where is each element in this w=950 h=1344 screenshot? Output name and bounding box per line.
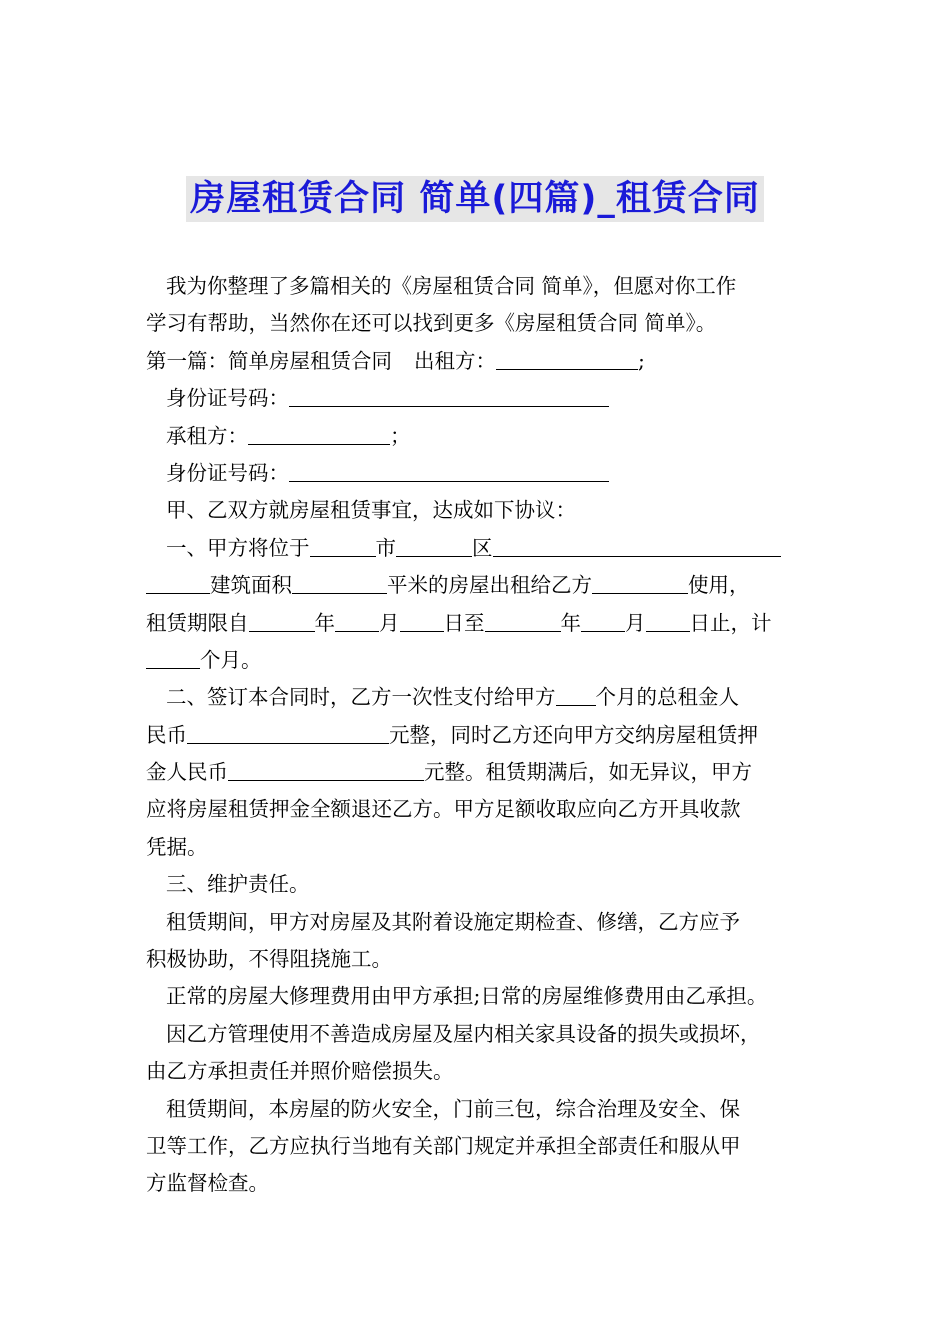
clause2-p3a: 金人民币	[146, 760, 228, 785]
clause3-b-line-1: 正常的房屋大修理费用由甲方承担;日常的房屋维修费用由乙承担。	[166, 984, 768, 1009]
lessor-semicolon: ;	[638, 348, 645, 373]
lessor-id-line	[146, 380, 810, 417]
clause2-p1: 二、签订本合同时，乙方一次性支付给甲方	[166, 685, 556, 710]
clause2-line-1	[146, 679, 810, 716]
clause1-term: 租赁期限自	[146, 610, 249, 635]
lessee-id-blank	[289, 457, 609, 482]
clause1-prefix: 一、甲方将位于	[166, 535, 310, 560]
lessor-blank	[496, 345, 638, 370]
month2-blank	[581, 607, 625, 632]
clause3-d-line-1: 租赁期间，本房屋的防火安全，门前三包，综合治理及安全、保	[166, 1096, 740, 1121]
clause3-a-line-1: 租赁期间，甲方对房屋及其附着设施定期检查、修缮，乙方应予	[166, 909, 740, 934]
clause3-d-line-2: 卫等工作，乙方应执行当地有关部门规定并承担全部责任和服从甲	[146, 1133, 741, 1158]
clause3-a-line-2: 积极协助，不得阻挠施工。	[146, 947, 392, 972]
clause2-line-3	[146, 754, 810, 791]
intro-line-2: 学习有帮助，当然你在还可以找到更多《房屋租赁合同 简单》。	[146, 311, 717, 336]
address-blank	[493, 532, 781, 557]
lessee-line	[146, 418, 810, 455]
lessor-label: 出租方：	[414, 348, 496, 373]
clause3-c-line-1: 因乙方管理使用不善造成房屋及屋内相关家具设备的损失或损坏，	[166, 1021, 761, 1046]
document-title: 房屋租赁合同 简单(四篇)_租赁合同	[186, 176, 764, 222]
clause1-line-2	[146, 567, 810, 604]
clause1-months: 个月。	[200, 647, 262, 672]
section1-heading: 第一篇：简单房屋租赁合同	[146, 348, 392, 373]
section1-heading-line	[146, 343, 810, 380]
lessee-id-line	[146, 455, 810, 492]
clause1-district: 区	[472, 535, 493, 560]
clause1-city: 市	[375, 535, 396, 560]
rent-amount-blank	[187, 719, 389, 744]
clause1-line-4	[146, 642, 810, 679]
use-blank	[592, 569, 688, 594]
year2-blank	[485, 607, 561, 632]
clause2-line-4: 应将房屋租赁押金全额退还乙方。甲方足额收取应向乙方开具收款	[146, 797, 741, 822]
lessee-end: ；	[390, 423, 411, 448]
year1-blank	[249, 607, 315, 632]
clause2-p2b: 元整，同时乙方还向甲方交纳房屋租赁押	[389, 722, 758, 747]
clause1-line-3	[146, 605, 810, 642]
clause3-heading: 三、维护责任。	[166, 872, 310, 897]
rent-months-blank	[556, 681, 596, 706]
clause2-p3b: 元整。租赁期满后，如无异议，甲方	[424, 760, 752, 785]
lessee-label: 承租方：	[166, 423, 248, 448]
lessee-id-label: 身份证号码：	[166, 460, 289, 485]
day1-blank	[400, 607, 444, 632]
clause2-line-5: 凭据。	[146, 834, 208, 859]
clause2-p1b: 个月的总租金人	[595, 685, 739, 710]
clause2-p2a: 民币	[146, 722, 187, 747]
district-blank	[396, 532, 472, 557]
clause3-c-line-2: 由乙方承担责任并照价赔偿损失。	[146, 1059, 454, 1084]
city-blank	[310, 532, 376, 557]
lessor-id-label: 身份证号码：	[166, 386, 289, 411]
months-blank	[146, 644, 200, 669]
title-container	[0, 176, 950, 222]
clause1-day-to: 日至	[443, 610, 485, 635]
intro-line-1: 我为你整理了多篇相关的《房屋租赁合同 简单》，但愿对你工作	[166, 274, 737, 298]
clause1-day-end: 日止，计	[689, 610, 772, 635]
lessee-blank	[248, 420, 390, 445]
lessor-id-blank	[289, 382, 609, 407]
area-blank	[292, 569, 387, 594]
clause3-d-line-3: 方监督检查。	[146, 1171, 269, 1196]
clause2-line-2	[146, 717, 810, 754]
deposit-amount-blank	[228, 756, 424, 781]
clause1-month1: 月	[379, 610, 400, 635]
month1-blank	[335, 607, 379, 632]
clause1-year2: 年	[560, 610, 581, 635]
clause1-area: 建筑面积	[210, 573, 292, 598]
agreement-line: 甲、乙双方就房屋租赁事宜，达成如下协议：	[166, 498, 576, 523]
clause1-use: 使用，	[688, 573, 750, 598]
clause1-month2: 月	[625, 610, 646, 635]
clause1-year1: 年	[314, 610, 335, 635]
clause1-line-1	[146, 530, 810, 567]
document-body	[146, 268, 810, 1203]
day2-blank	[646, 607, 690, 632]
address-blank-2	[146, 569, 210, 594]
clause1-sqm: 平米的房屋出租给乙方	[387, 573, 592, 598]
